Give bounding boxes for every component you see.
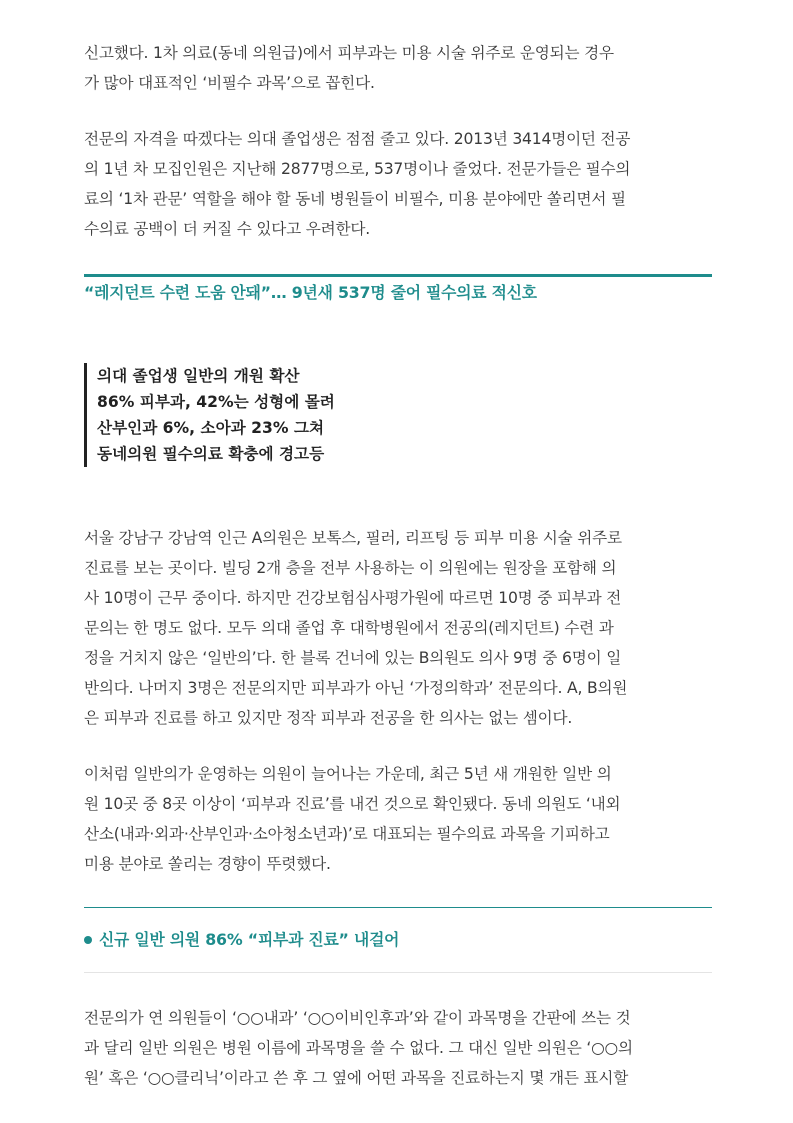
section-heading-1: “레지던트 수련 도움 안돼”… 9년새 537명 줄어 필수의료 적신호 <box>84 274 712 303</box>
summary-line: 산부인과 6%, 소아과 23% 그쳐 <box>97 419 325 437</box>
intro-paragraph-1: 신고했다. 1차 의료(동네 의원급)에서 피부과는 미용 시술 위주로 운영되는 경우 가 많아 대표적인 ‘비필수 과목’으로 꼽힌다. <box>84 44 614 92</box>
summary-line: 86% 피부과, 42%는 성형에 몰려 <box>97 393 335 411</box>
bullet-dot-icon <box>84 936 92 944</box>
summary-line: 의대 졸업생 일반의 개원 확산 <box>97 367 300 385</box>
summary-line: 동네의원 필수의료 확충에 경고등 <box>97 445 325 463</box>
body-paragraph-5: 전문의가 연 의원들이 ‘○○내과’ ‘○○이비인후과’와 같이 과목명을 간판에 쓰는 것 과 달리 일반 의원은 병원 이름에 과목명을 쓸 수 없다. 그 대신 일반 의원은 ‘○○의 원’ 혹은 ‘○○클리닉’이라고 쓴 후 그 옆에 어떤 과목을 진료하는지 몇 개든 표시할 <box>84 1009 633 1087</box>
article-page <box>84 38 712 1093</box>
body-paragraph-4: 이처럼 일반의가 운영하는 의원이 늘어나는 가운데, 최근 5년 새 개원한 일반 의 원 10곳 중 8곳 이상이 ‘피부과 진료’를 내건 것으로 확인됐다. 동네 의원도 ‘내외 산소(내과·외과·산부인과·소아청소년과)’로 대표되는 필수의료 과목을 기피하고 미용 분야로 쏠리는 경향이 뚜렷했다. <box>84 765 621 873</box>
section-heading-2-block <box>84 907 712 973</box>
body-paragraph-3: 서울 강남구 강남역 인근 A의원은 보톡스, 필러, 리프팅 등 피부 미용 시술 위주로 진료를 보는 곳이다. 빌딩 2개 층을 전부 사용하는 이 의원에는 원장을 포함해 의 사 10명이 근무 중이다. 하지만 건강보험심사평가원에 따르면 10명 중 피부과 전 문의는 한 명도 없다. 모두 의대 졸업 후 대학병원에서 전공의(레지던트) 수련 과 정을 거치지 않은 ‘일반의’다. 한 블록 건너에 있는 B의원도 의사 9명 중 6명이 일 반의다. 나머지 3명은 전문의지만 피부과가 아닌 ‘가정의학과’ 전문의다. A, B의원 은 피부과 진료를 하고 있지만 정작 피부과 전공을 한 의사는 없는 셈이다. <box>84 529 628 727</box>
section-heading-2: 신규 일반 의원 86% “피부과 진료” 내걸어 <box>84 926 712 954</box>
intro-paragraph-2: 전문의 자격을 따겠다는 의대 졸업생은 점점 줄고 있다. 2013년 3414명이던 전공 의 1년 차 모집인원은 지난해 2877명으로, 537명이나 줄었다. 전문가들은 필수의 료의 ‘1차 관문’ 역할을 해야 할 동네 병원들이 비필수, 미용 분야에만 쏠리면서 필 수의료 공백이 더 커질 수 있다고 우려한다. <box>84 130 631 238</box>
summary-box <box>84 363 617 467</box>
